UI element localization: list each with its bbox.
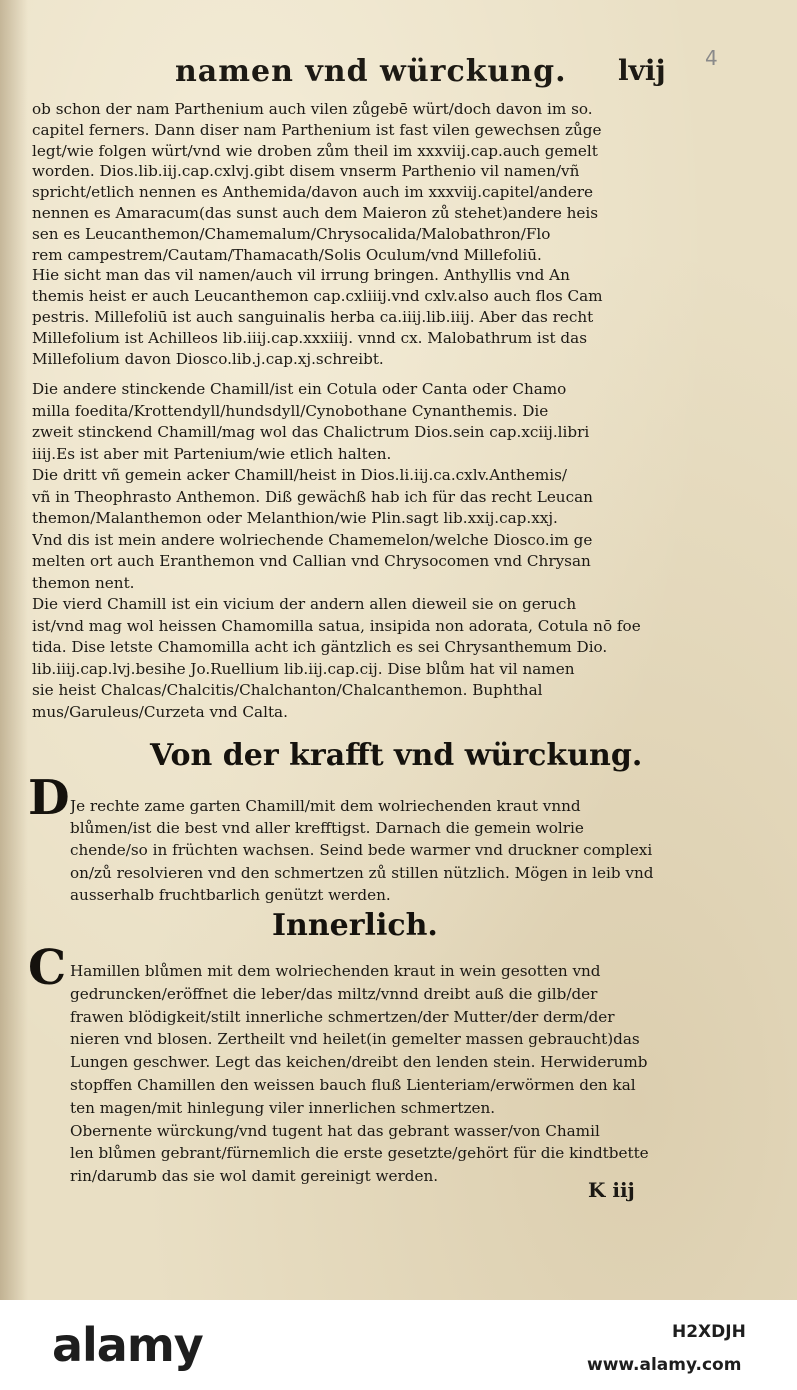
text-line: themon nent. — [32, 573, 135, 592]
text-line: melten ort auch Eranthemon vnd Callian vnd Chrysocomen vnd Chrysan — [32, 552, 591, 570]
text-line: Obernente würckung/vnd tugent hat das gebrant wasser/von Chamil — [70, 1121, 600, 1140]
text-line: Die andere stinckende Chamill/ist ein Cotula oder Canta oder Chamo — [32, 380, 567, 398]
text-line: spricht/etlich nennen es Anthemida/davon auch im xxxviij.capitel/andere — [32, 183, 594, 202]
alamy-logo: alamy — [52, 1318, 203, 1372]
text-line: nennen es Amaracum(das sunst auch dem Maieron zů stehet)andere heis — [32, 203, 599, 222]
text-line: ist/vnd mag wol heissen Chamomilla satua, insipida non adorata, Cotula nō foe — [32, 616, 641, 635]
section-heading-kraft: Von der krafft vnd würckung. — [150, 738, 643, 773]
text-line: frawen blödigkeit/stilt innerliche schmertzen/der Mutter/der derm/der — [70, 1007, 615, 1026]
text-line: chende/so in früchten wachsen. Seind bede warmer vnd druckner complexi — [70, 841, 653, 860]
page-gutter-shadow — [0, 0, 28, 1300]
text-line: ob schon der nam Parthenium auch vilen zůgebē würt/doch davon im so. — [32, 100, 593, 118]
text-line: capitel ferners. Dann diser nam Parthenium ist fast vilen gewechsen zůge — [32, 120, 602, 139]
text-line: themis heist er auch Leucanthemon cap.cxliiij.vnd cxlv.also auch flos Cam — [32, 287, 603, 306]
text-line: stopffen Chamillen den weissen bauch fluß Lienteriam/erwörmen den kal — [70, 1075, 636, 1094]
text-line: gedruncken/eröffnet die leber/das miltz/vnnd dreibt auß die gilb/der — [70, 984, 598, 1003]
text-line: sie heist Chalcas/Chalcitis/Chalchanton/Chalcanthemon. Buphthal — [32, 681, 543, 699]
stock-photo-footer — [0, 1300, 797, 1390]
text-block-innerlich — [70, 960, 680, 1188]
running-title: namen vnd würckung. — [175, 54, 567, 89]
text-line: sen es Leucanthemon/Chamemalum/Chrysocalida/Malobathron/Flo — [32, 224, 551, 243]
text-line: tida. Dise letste Chamomilla acht ich gäntzlich es sei Chrysanthemum Dio. — [32, 638, 608, 656]
text-line: Hamillen blůmen mit dem wolriechenden kraut in wein gesotten vnd — [70, 962, 601, 980]
section-heading-innerlich: Innerlich. — [272, 908, 438, 943]
text-line: Je rechte zame garten Chamill/mit dem wolriechenden kraut vnnd — [70, 797, 581, 815]
text-line: nieren vnd blosen. Zertheilt vnd heilet(in gemelter massen gebraucht)das — [70, 1030, 640, 1049]
text-line: milla foedita/Krottendyll/hundsdyll/Cynobothane Cynanthemis. Die — [32, 401, 549, 420]
text-line: Millefolium ist Achilleos lib.iiij.cap.xxxiiij. vnnd cx. Malobathrum ist das — [32, 328, 587, 347]
text-block-chamill-kinds — [32, 379, 682, 723]
drop-cap-d: D — [28, 770, 70, 826]
text-line: mus/Garuleus/Curzeta vnd Calta. — [32, 702, 288, 721]
text-line: zweit stinckend Chamill/mag wol das Chalictrum Dios.sein cap.xciij.libri — [32, 423, 590, 441]
drop-cap-c: C — [28, 940, 67, 996]
text-line: worden. Dios.lib.iij.cap.cxlvj.gibt disem vnserm Parthenio vil namen/vñ — [32, 162, 580, 181]
text-line: ten magen/mit hinlegung viler innerlichen schmertzen. — [70, 1098, 496, 1117]
running-header — [0, 46, 797, 96]
pencil-annotation: 4 — [705, 46, 718, 70]
text-line: themon/Malanthemon oder Melanthion/wie Plin.sagt lib.xxij.cap.xxj. — [32, 509, 558, 527]
text-line: iiij.Es ist aber mit Partenium/wie etlich halten. — [32, 444, 392, 463]
signature-mark: K iij — [588, 1178, 635, 1202]
folio-number: lvij — [618, 54, 666, 87]
text-line: Vnd dis ist mein andere wolriechende Chamemelon/welche Diosco.im ge — [32, 530, 593, 549]
text-line: Lungen geschwer. Legt das keichen/dreibt den lenden stein. Herwiderumb — [70, 1053, 648, 1072]
text-line: lib.iiij.cap.lvj.besihe Jo.Ruellium lib.iij.cap.cij. Dise blům hat vil namen — [32, 659, 575, 678]
text-line: on/zů resolvieren vnd den schmertzen zů stillen nützlich. Mögen in leib vnd — [70, 863, 654, 882]
text-line: rem campestrem/Cautam/Thamacath/Solis Oculum/vnd Millefoliū. — [32, 245, 542, 264]
text-line: ausserhalb fruchtbarlich genützt werden. — [70, 885, 391, 904]
text-line: Hie sicht man das vil namen/auch vil irrung bringen. Anthyllis vnd An — [32, 266, 570, 285]
text-line: Die vierd Chamill ist ein vicium der andern allen dieweil sie on geruch — [32, 595, 577, 613]
text-line: pestris. Millefoliū ist auch sanguinalis herba ca.iiij.lib.iiij. Aber das recht — [32, 307, 594, 326]
text-line: Millefolium davon Diosco.lib.j.cap.xj.schreibt. — [32, 349, 384, 368]
text-line: len blůmen gebrant/fürnemlich die erste gesetzte/gehört für die kindtbette — [70, 1144, 649, 1163]
text-block-kraft — [70, 795, 680, 906]
text-line: Die dritt vñ gemein acker Chamill/heist in Dios.li.iij.ca.cxlv.Anthemis/ — [32, 466, 567, 484]
text-line: vñ in Theophrasto Anthemon. Diß gewächß hab ich für das recht Leucan — [32, 487, 593, 506]
site-url: www.alamy.com — [587, 1355, 742, 1375]
text-line: rin/darumb das sie wol damit gereinigt werden. — [70, 1167, 439, 1186]
image-id: H2XDJH — [672, 1322, 746, 1342]
text-line: blůmen/ist die best vnd aller krefftigst. Darnach die gemein wolrie — [70, 819, 584, 838]
text-line: legt/wie folgen würt/vnd wie droben zům theil im xxxviij.cap.auch gemelt — [32, 141, 598, 160]
text-block-names — [32, 99, 682, 369]
